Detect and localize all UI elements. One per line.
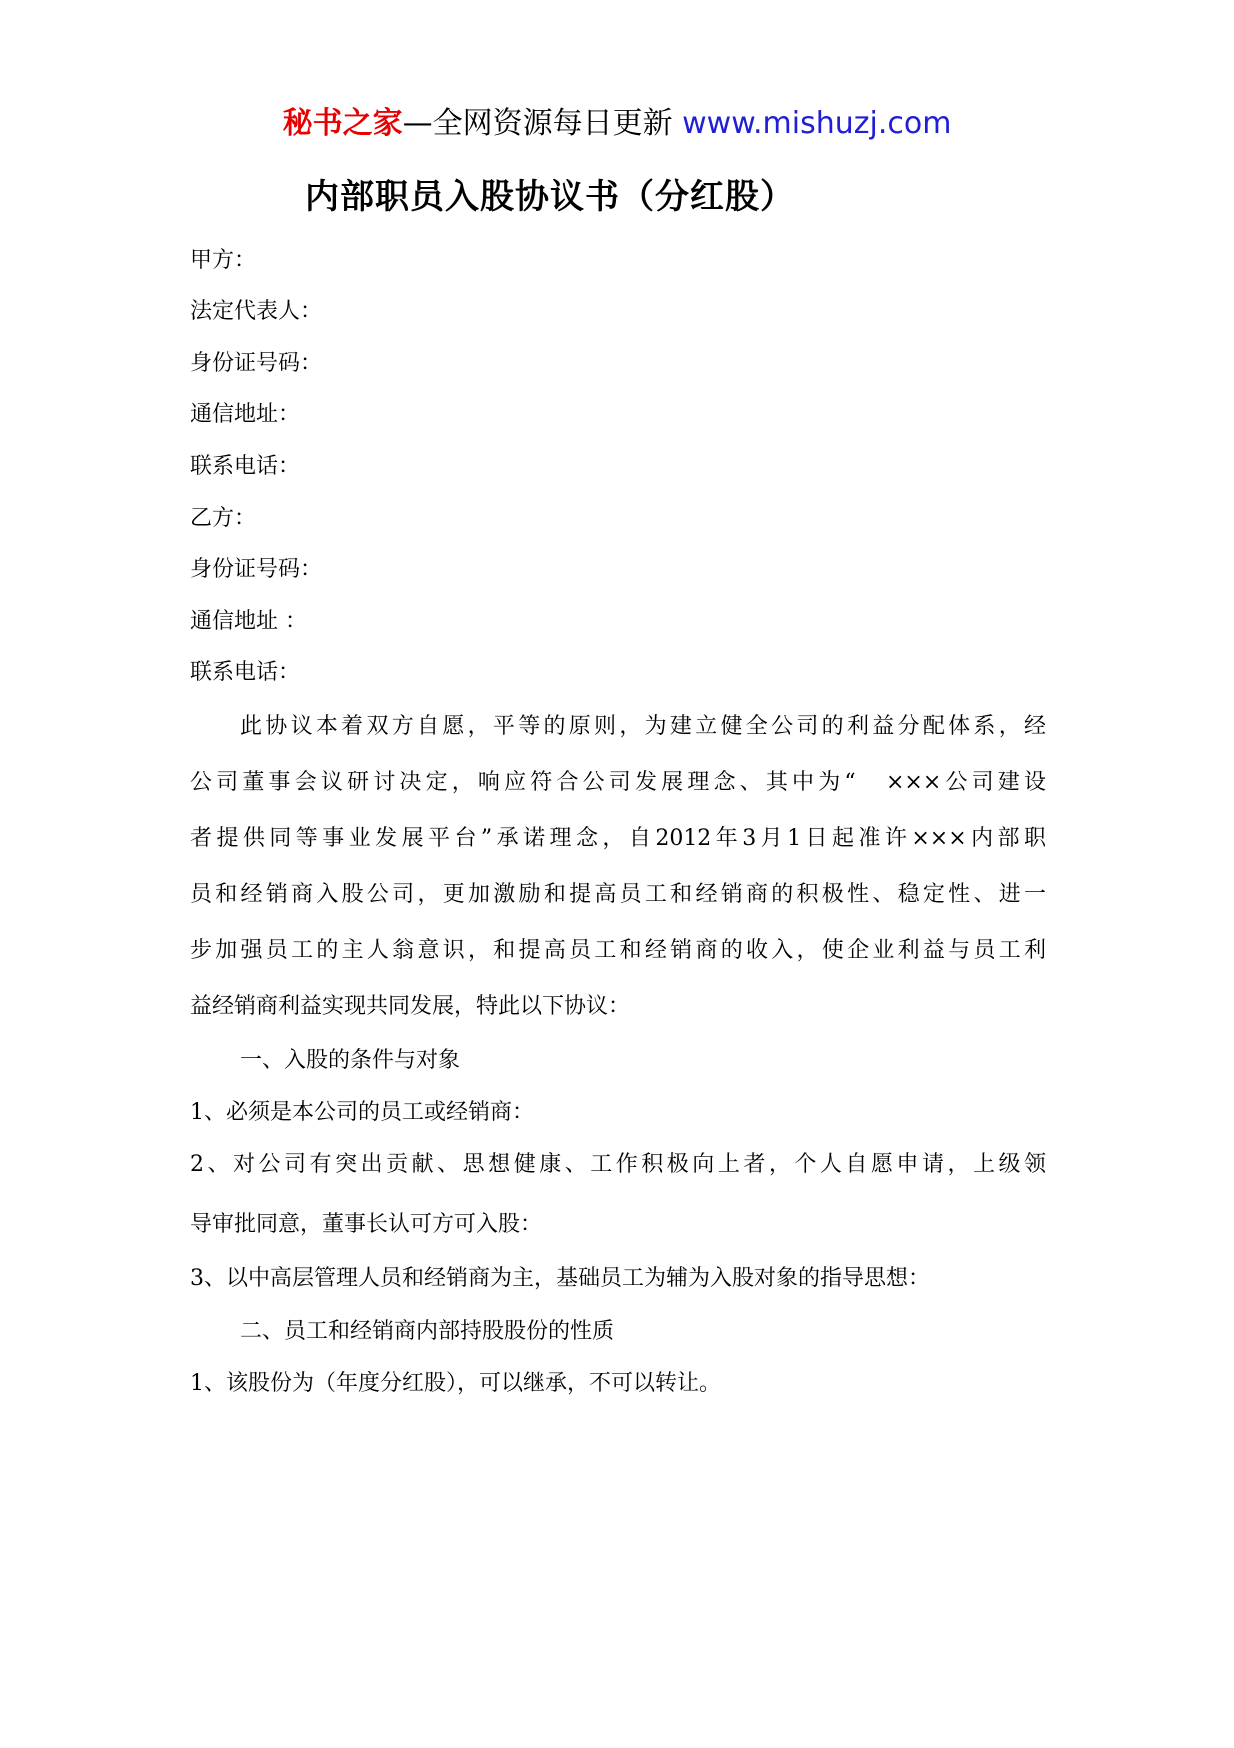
party-a-legal-rep: 法定代表人： (190, 299, 323, 324)
party-a-label: 甲方： (190, 248, 257, 273)
party-b-phone: 联系电话： (190, 660, 301, 685)
section-2-item-1: 1、该股份为（年度分红股），可以继承，不可以转让。 (190, 1371, 721, 1396)
section-1-item-2-line-1: 2、对公司有突出贡献、思想健康、工作积极向上者，个人自愿申请，上级领 (190, 1152, 1046, 1177)
site-header (0, 100, 1234, 148)
section-1-item-3: 3、以中高层管理人员和经销商为主，基础员工为辅为入股对象的指导思想： (190, 1266, 930, 1291)
intro-line: 此协议本着双方自愿，平等的原则，为建立健全公司的利益分配体系，经 (240, 714, 1046, 739)
intro-line: 公司董事会议研讨决定，响应符合公司发展理念、其中为“ ×××公司建设 (190, 770, 1046, 795)
intro-line: 步加强员工的主人翁意识，和提高员工和经销商的收入，使企业利益与员工利 (190, 938, 1046, 963)
brand-name: 秘书之家 (282, 106, 403, 141)
site-url-link[interactable]: www.mishuzj.com (682, 106, 952, 141)
party-b-id-number: 身份证号码： (190, 557, 323, 582)
intro-line: 员和经销商入股公司，更加激励和提高员工和经销商的积极性、稳定性、进一 (190, 882, 1046, 907)
intro-line: 者提供同等事业发展平台”承诺理念，自2012年3月1日起准许×××内部职 (190, 826, 1046, 851)
party-a-address: 通信地址： (190, 402, 301, 427)
header-tagline: —全网资源每日更新 (402, 106, 683, 141)
section-1-item-1: 1、必须是本公司的员工或经销商： (190, 1100, 534, 1125)
document-title: 内部职员入股协议书（分红股） (305, 177, 795, 217)
section-2-heading: 二、员工和经销商内部持股股份的性质 (240, 1319, 615, 1344)
party-b-label: 乙方： (190, 506, 257, 531)
section-1-heading: 一、入股的条件与对象 (240, 1048, 461, 1073)
section-1-item-2-line-2: 导审批同意，董事长认可方可入股： (190, 1212, 543, 1237)
party-b-address: 通信地址 ： (190, 609, 307, 634)
party-a-id-number: 身份证号码： (190, 351, 323, 376)
intro-line: 益经销商利益实现共同发展，特此以下协议： (190, 994, 631, 1019)
party-a-phone: 联系电话： (190, 454, 301, 479)
